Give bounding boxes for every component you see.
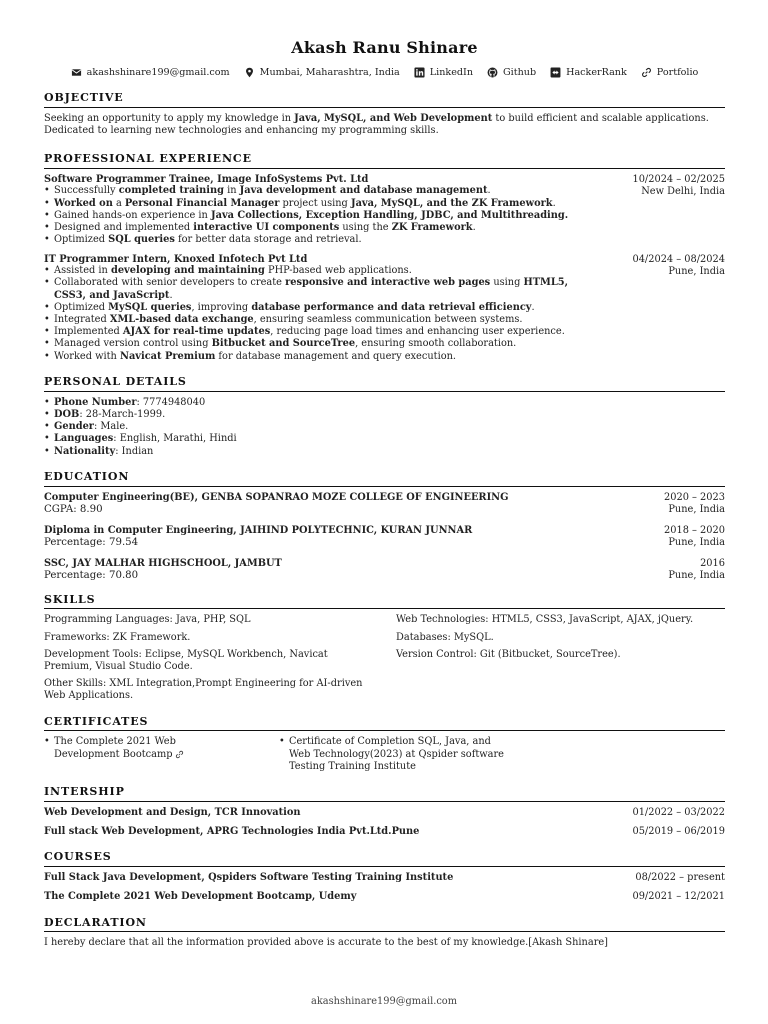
highlight: Personal Financial Manager bbox=[124, 197, 280, 209]
highlight: SQL queries bbox=[108, 234, 175, 246]
hackerrank-link[interactable] bbox=[550, 67, 627, 79]
text: . bbox=[472, 222, 476, 234]
text: using the bbox=[339, 222, 392, 234]
list-item bbox=[44, 198, 725, 210]
contact-bar bbox=[44, 67, 725, 79]
text: Worked with bbox=[54, 350, 120, 362]
list-item bbox=[44, 326, 725, 338]
skill-other: Other Skills: XML Integration,Prompt Engineering for AI-driven Web Applications. bbox=[44, 678, 363, 702]
highlight: MySQL queries bbox=[108, 301, 192, 313]
detail-value: : Indian bbox=[115, 445, 154, 457]
email-link[interactable] bbox=[71, 67, 230, 79]
section-title: COURSES bbox=[44, 850, 725, 867]
education-entry bbox=[44, 492, 725, 517]
detail-value: : Male. bbox=[93, 421, 129, 433]
list-item bbox=[44, 277, 584, 301]
internship-title: Full stack Web Development, APRG Technologies India Pvt.Ltd.Pune bbox=[44, 826, 420, 838]
skill-frameworks: Frameworks: ZK Framework. bbox=[44, 631, 191, 643]
text: project using bbox=[279, 197, 351, 209]
footer-email: akashshinare199@gmail.com bbox=[310, 996, 457, 1007]
list-item bbox=[44, 338, 725, 350]
skill-empty bbox=[396, 678, 725, 702]
degree-date: 2020 – 2023 bbox=[664, 491, 725, 503]
course-title: Full Stack Java Development, Qspiders Software Testing Training Institute bbox=[44, 872, 454, 884]
text: using bbox=[490, 277, 524, 289]
portfolio-link[interactable] bbox=[641, 67, 699, 79]
text: a bbox=[112, 197, 125, 209]
hackerrank-icon bbox=[550, 67, 561, 78]
text: , improving bbox=[191, 301, 252, 313]
education-entry bbox=[44, 525, 725, 550]
course-date: 08/2022 – present bbox=[635, 872, 725, 884]
text: for database management and query execution. bbox=[215, 350, 457, 362]
text: Managed version control using bbox=[54, 338, 212, 350]
highlight: Bitbucket and SourceTree bbox=[211, 338, 356, 350]
section-title: EDUCATION bbox=[44, 470, 725, 487]
portfolio-text: Portfolio bbox=[656, 67, 699, 78]
map-pin-icon bbox=[244, 67, 255, 78]
detail-label: Nationality bbox=[54, 445, 116, 457]
degree-date: 2018 – 2020 bbox=[664, 524, 725, 536]
detail-value: : English, Marathi, Hindi bbox=[113, 433, 237, 445]
section-title: PROFESSIONAL EXPERIENCE bbox=[44, 152, 725, 169]
degree-title: SSC, JAY MALHAR HIGHSCHOOL, JAMBUT bbox=[44, 557, 282, 569]
skill-vcs: Version Control: Git (Bitbucket, SourceTree). bbox=[396, 648, 621, 660]
github-text: Github bbox=[503, 67, 537, 78]
linkedin-link[interactable] bbox=[414, 67, 473, 79]
text: for better data storage and retrieval. bbox=[174, 234, 362, 246]
highlight: XML-based data exchange bbox=[109, 314, 254, 325]
detail-label: Phone Number bbox=[54, 396, 137, 408]
certificate-item[interactable] bbox=[44, 736, 279, 773]
section-title: OBJECTIVE bbox=[44, 91, 725, 108]
degree-title: Diploma in Computer Engineering, JAIHIND POLYTECHNIC, KURAN JUNNAR bbox=[44, 524, 473, 536]
text: in bbox=[223, 185, 240, 197]
declaration-section bbox=[44, 916, 725, 950]
course-title: The Complete 2021 Web Development Bootcamp, Udemy bbox=[44, 891, 357, 903]
text: Collaborated with senior developers to create bbox=[54, 277, 286, 289]
experience-section bbox=[44, 152, 725, 363]
section-title: PERSONAL DETAILS bbox=[44, 375, 725, 392]
objective-highlight: Java, MySQL, and Web Development bbox=[294, 112, 493, 124]
detail-label: Gender bbox=[54, 421, 94, 433]
education-entry bbox=[44, 558, 725, 583]
list-item bbox=[44, 314, 725, 326]
list-item bbox=[44, 210, 725, 222]
linkedin-text: LinkedIn bbox=[429, 67, 473, 78]
text: Gained hands-on experience in bbox=[54, 209, 211, 221]
text: , reducing page load times and enhancing user experience. bbox=[270, 326, 565, 338]
highlight: Java Collections, Exception Handling, JDBC, and Multithreading. bbox=[210, 209, 569, 221]
github-link[interactable] bbox=[487, 67, 536, 79]
text: Integrated bbox=[54, 314, 110, 325]
highlight: Worked on bbox=[54, 197, 113, 209]
linkedin-icon bbox=[414, 67, 425, 78]
internship-date: 01/2022 – 03/2022 bbox=[632, 806, 725, 818]
location-item bbox=[244, 67, 400, 79]
highlight: Java development and database management bbox=[239, 185, 488, 197]
objective-text-part: Seeking an opportunity to apply my knowledge in bbox=[44, 112, 295, 124]
candidate-name: Akash Ranu Shinare bbox=[291, 38, 478, 57]
list-item bbox=[44, 446, 725, 458]
highlight: completed training bbox=[118, 185, 224, 197]
education-section bbox=[44, 470, 725, 583]
job-location: New Delhi, India bbox=[641, 186, 725, 198]
job-date: 04/2024 – 08/2024 bbox=[632, 253, 725, 265]
internship-entry bbox=[44, 826, 725, 838]
experience-entry bbox=[44, 174, 725, 247]
highlight: Java, MySQL, and the ZK Framework bbox=[350, 197, 553, 209]
skill-tools: Development Tools: Eclipse, MySQL Workbench, Navicat Premium, Visual Studio Code. bbox=[44, 648, 328, 673]
internship-title: Web Development and Design, TCR Innovation bbox=[44, 806, 301, 818]
list-item bbox=[44, 433, 725, 445]
course-entry bbox=[44, 891, 725, 903]
location-text: Mumbai, Maharashtra, India bbox=[259, 67, 400, 78]
text: . bbox=[552, 197, 556, 209]
job-date: 10/2024 – 02/2025 bbox=[632, 173, 725, 185]
degree-detail: Percentage: 70.80 bbox=[44, 569, 139, 581]
experience-entry bbox=[44, 254, 725, 363]
highlight: AJAX for real-time updates bbox=[122, 326, 271, 338]
detail-label: DOB bbox=[54, 408, 80, 420]
personal-section bbox=[44, 375, 725, 458]
skills-section bbox=[44, 593, 725, 703]
degree-title: Computer Engineering(BE), GENBA SOPANRAO MOZE COLLEGE OF ENGINEERING bbox=[44, 491, 509, 503]
highlight: Navicat Premium bbox=[120, 350, 216, 362]
resume-page bbox=[44, 38, 725, 950]
certificate-item bbox=[279, 736, 509, 773]
detail-value: : 7774948040 bbox=[136, 396, 206, 408]
degree-location: Pune, India bbox=[668, 536, 725, 548]
degree-location: Pune, India bbox=[668, 503, 725, 515]
highlight: interactive UI components bbox=[193, 222, 340, 234]
list-item bbox=[44, 421, 725, 433]
internship-date: 05/2019 – 06/2019 bbox=[632, 826, 725, 838]
highlight: HTML5, CSS3, and JavaScript bbox=[54, 277, 568, 301]
highlight: database performance and data retrieval efficiency bbox=[251, 301, 532, 313]
hackerrank-text: HackerRank bbox=[566, 67, 627, 78]
internship-section bbox=[44, 785, 725, 838]
text: , ensuring seamless communication between systems. bbox=[253, 314, 523, 325]
text: , ensuring smooth collaboration. bbox=[355, 338, 517, 350]
highlight: responsive and interactive web pages bbox=[285, 277, 491, 289]
objective-text-part: to build efficient and scalable applications. Dedicated to learning new technologies and enhancing my programming skills. bbox=[44, 112, 709, 136]
text: Optimized bbox=[54, 301, 109, 313]
list-item bbox=[44, 351, 725, 363]
email-text: akashshinare199@gmail.com bbox=[86, 67, 230, 78]
objective-section bbox=[44, 91, 725, 137]
text: . bbox=[531, 301, 535, 313]
text: Successfully bbox=[54, 185, 119, 197]
highlight: developing and maintaining bbox=[110, 265, 265, 277]
course-entry bbox=[44, 872, 725, 884]
detail-value: : 28-March-1999. bbox=[79, 408, 166, 420]
skill-databases: Databases: MySQL. bbox=[396, 631, 494, 643]
declaration-text: I hereby declare that all the information provided above is accurate to the best of my knowledge.[Akash Shinare] bbox=[44, 937, 608, 949]
skill-web: Web Technologies: HTML5, CSS3, JavaScript, AJAX, jQuery. bbox=[396, 614, 694, 626]
section-title: SKILLS bbox=[44, 593, 725, 610]
list-item bbox=[44, 302, 725, 314]
certificate-text: Certificate of Completion SQL, Java, and Web Technology(2023) at Qspider software Testing Training Institute bbox=[289, 736, 504, 772]
list-item bbox=[44, 234, 725, 246]
degree-detail: CGPA: 8.90 bbox=[44, 503, 103, 515]
text: . bbox=[169, 289, 173, 301]
section-title: CERTIFICATES bbox=[44, 715, 725, 732]
section-title: INTERSHIP bbox=[44, 785, 725, 802]
list-item bbox=[44, 409, 725, 421]
list-item bbox=[44, 222, 725, 234]
text: . bbox=[487, 185, 491, 197]
course-date: 09/2021 – 12/2021 bbox=[632, 891, 725, 903]
detail-label: Languages bbox=[54, 433, 114, 445]
text: Implemented bbox=[54, 326, 123, 338]
list-item bbox=[44, 397, 725, 409]
degree-detail: Percentage: 79.54 bbox=[44, 536, 139, 548]
courses-section bbox=[44, 850, 725, 903]
envelope-icon bbox=[71, 67, 82, 78]
internship-entry bbox=[44, 807, 725, 819]
text: Designed and implemented bbox=[54, 222, 194, 234]
link-icon bbox=[641, 67, 652, 78]
objective-text bbox=[44, 113, 725, 137]
certificates-section bbox=[44, 715, 725, 773]
job-title: IT Programmer Intern, Knoxed Infotech Pvt Ltd bbox=[44, 253, 308, 265]
job-title: Software Programmer Trainee, Image InfoSystems Pvt. Ltd bbox=[44, 173, 369, 185]
certificate-text: The Complete 2021 Web Development Bootcamp bbox=[54, 736, 239, 760]
text: Assisted in bbox=[54, 265, 111, 277]
text: Optimized bbox=[54, 234, 109, 246]
text: PHP-based web applications. bbox=[264, 265, 412, 277]
list-item bbox=[44, 185, 725, 197]
list-item bbox=[44, 265, 725, 277]
github-icon bbox=[487, 67, 498, 78]
degree-date: 2016 bbox=[700, 557, 725, 569]
link-icon[interactable] bbox=[175, 750, 184, 759]
job-location: Pune, India bbox=[668, 265, 725, 277]
highlight: ZK Framework bbox=[391, 222, 473, 234]
section-title: DECLARATION bbox=[44, 916, 725, 933]
skill-programming: Programming Languages: Java, PHP, SQL bbox=[44, 614, 251, 626]
degree-location: Pune, India bbox=[668, 569, 725, 581]
